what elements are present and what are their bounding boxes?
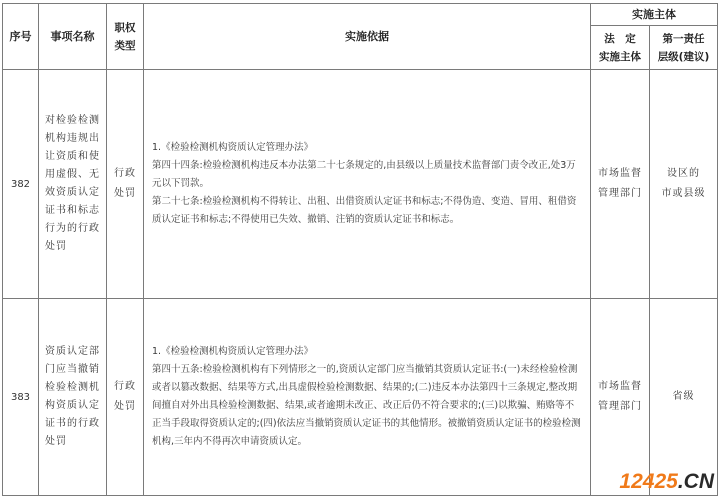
basis-line: 第四十五条:检验检测机构有下列情形之一的,资质认定部门应当撤销其资质认定证书:(一)未经检验检测或者以篡改数据、结果等方式,出具虚假检验检测数据、结果的;(二)违反本办法第四十三条规定,整改期间擅自对外出具检验检测数据、结果,或者逾期未改正、改正后仍不符合要求的;(三)以欺骗、贿赂等不正当手段取得资质认定的;(四)依法应当撤销资质认定证书的其他情形。被撤销资质认定证书的检验检测机构,三年内不得再次申请资质认定。	[152, 364, 581, 447]
basis-line: 1.《检验检测机构资质认定管理办法》	[152, 142, 314, 153]
watermark-digits: 12425	[619, 470, 678, 493]
row-seq: 382	[3, 70, 39, 299]
basis-line: 1.《检验检测机构资质认定管理办法》	[152, 346, 314, 357]
site-watermark	[619, 470, 714, 494]
table-row	[3, 299, 718, 496]
row-legal-subject: 市场监督 管理部门	[591, 70, 650, 299]
header-power-type: 职权 类型	[107, 4, 144, 70]
header-legal-subject: 法 定 实施主体	[591, 26, 650, 70]
row-first-level: 省级	[650, 299, 718, 496]
basis-line: 第二十七条:检验检测机构不得转让、出租、出借资质认定证书和标志;不得伪造、变造、冒用、租借资质认定证书和标志;不得使用已失效、撤销、注销的资质认定证书和标志。	[152, 196, 577, 225]
header-first-level: 第一责任 层级(建议)	[650, 26, 718, 70]
row-basis	[144, 299, 591, 496]
watermark-domain: .CN	[677, 470, 714, 493]
row-legal-subject: 市场监督 管理部门	[591, 299, 650, 496]
header-seq: 序号	[3, 4, 39, 70]
header-basis: 实施依据	[144, 4, 591, 70]
row-seq: 383	[3, 299, 39, 496]
table-row	[3, 70, 718, 299]
row-basis	[144, 70, 591, 299]
row-first-level: 设区的 市或县级	[650, 70, 718, 299]
header-subject: 实施主体	[591, 4, 718, 26]
enforcement-table	[2, 3, 718, 496]
row-item-name: 对检验检测机构违规出让资质和使用虚假、无效资质认定证书和标志行为的行政处罚	[39, 70, 107, 299]
row-power-type: 行政 处罚	[107, 299, 144, 496]
basis-line: 第四十四条:检验检测机构违反本办法第二十七条规定的,由县级以上质量技术监督部门责令改正,处3万元以下罚款。	[152, 160, 576, 189]
row-power-type: 行政 处罚	[107, 70, 144, 299]
row-item-name: 资质认定部门应当撤销检验检测机构资质认定证书的行政处罚	[39, 299, 107, 496]
header-item-name: 事项名称	[39, 4, 107, 70]
